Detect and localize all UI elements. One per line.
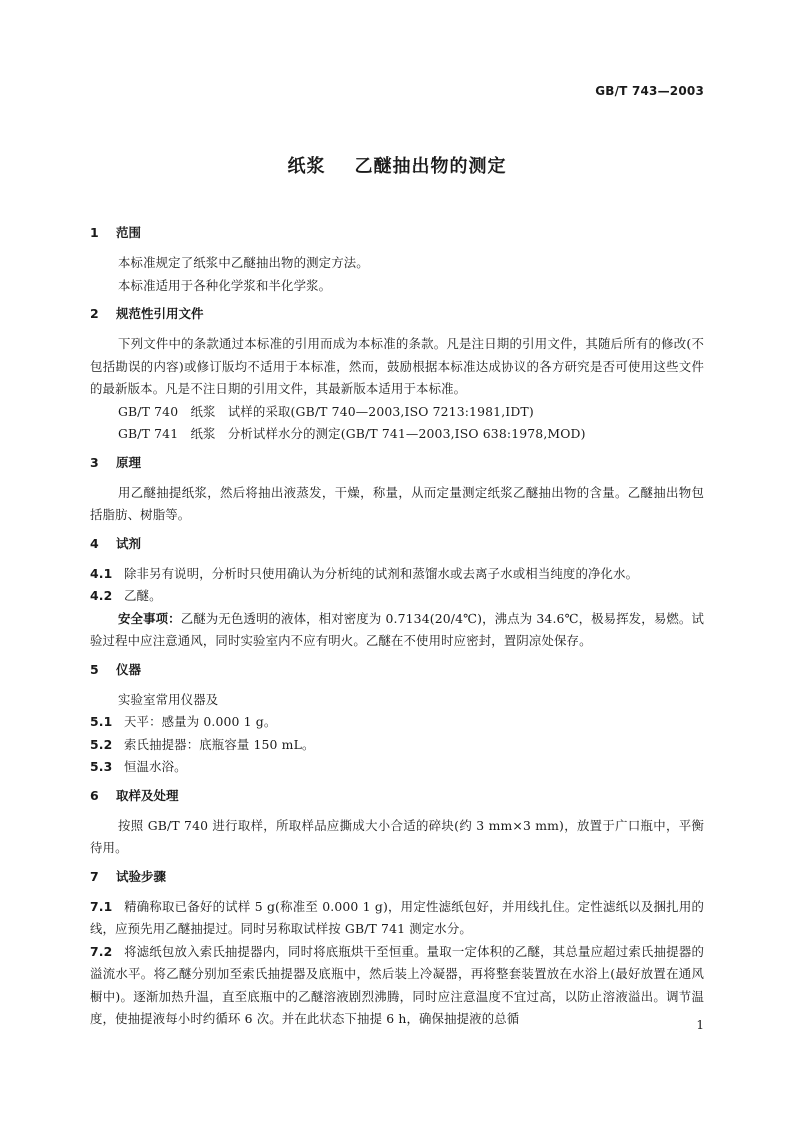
section-apparatus [90, 659, 704, 779]
body-line: 本标准规定了纸浆中乙醚抽出物的测定方法。 [118, 255, 369, 270]
section-scope [90, 222, 704, 297]
body-paragraph: 用乙醚抽提纸浆，然后将抽出液蒸发，干燥，称量，从而定量测定纸浆乙醚抽出物的含量。乙醚抽出物包括脂肪、树脂等。 [90, 484, 704, 522]
section-reagents [90, 533, 704, 653]
section-heading: 4 试剂 [90, 535, 142, 551]
section-heading: 2 规范性引用文件 [90, 306, 204, 321]
body-line: 本标准适用于各种化学浆和半化学浆。 [118, 277, 332, 293]
clause-5-2: 5.2 索氏抽提器：底瓶容量 150 mL。 [90, 736, 315, 752]
reference-item: GB/T 741 纸浆 分析试样水分的测定(GB/T 741—2003,ISO 638:1978,MOD) [118, 426, 586, 441]
body-paragraph: 按照 GB/T 740 进行取样，所取样品应撕成大小合适的碎块(约 3 mm×3 mm)，放置于广口瓶中，平衡待用。 [90, 817, 704, 855]
safety-note: 安全事项：乙醚为无色透明的液体，相对密度为 0.7134(20/4℃)，沸点为 34.6℃，极易挥发，易燃。试验过程中应注意通风，同时实验室内不应有明火。乙醚在不使用时应密封，置阴凉处保存。 [90, 610, 704, 648]
clause-7-1: 7.1 精确称取已备好的试样 5 g(称准至 0.000 1 g)，用定性滤纸包好，并用线扎住。定性滤纸以及捆扎用的线，应预先用乙醚抽提过。同时另称取试样按 GB/T 741 测定水分。 [90, 898, 704, 936]
page-number: 1 [696, 1018, 704, 1032]
body-line: 实验室常用仪器及 [118, 691, 219, 707]
clause-7-2: 7.2 将滤纸包放入索氏抽提器内，同时将底瓶烘干至恒重。量取一定体积的乙醚，其总量应超过索氏抽提器的溢流水平。将乙醚分别加至索氏抽提器及底瓶中，然后装上冷凝器，再将整套装置放在水浴上(最好放置在通风橱中)。逐渐加热升温，直至底瓶中的乙醚溶液剧烈沸腾，同时应注意温度不宜过高，以防止溶液溢出。调节温度，使抽提液每小时约循环 6 次。并在此状态下抽提 6 h，确保抽提液的总循 [90, 943, 704, 1026]
clause-4-2: 4.2 乙醚。 [90, 588, 162, 603]
section-heading: 6 取样及处理 [90, 787, 179, 803]
section-heading: 5 仪器 [90, 661, 142, 677]
standard-number: GB/T 743—2003 [595, 84, 704, 98]
reference-item: GB/T 740 纸浆 试样的采取(GB/T 740—2003,ISO 7213:1981,IDT) [118, 403, 534, 419]
clause-5-1: 5.1 天平：感量为 0.000 1 g。 [90, 714, 277, 729]
clause-4-1: 4.1 除非另有说明，分析时只使用确认为分析纯的试剂和蒸馏水或去离子水或相当纯度的净化水。 [90, 565, 639, 581]
document-title: 纸浆 乙醚抽出物的测定 [287, 156, 507, 177]
section-sampling [90, 785, 704, 860]
section-heading: 1 范围 [90, 225, 142, 240]
clause-5-3: 5.3 恒温水浴。 [90, 759, 187, 774]
section-heading: 3 原理 [90, 454, 142, 470]
document-body [90, 216, 704, 1037]
section-normative-references [90, 303, 704, 446]
section-heading: 7 试验步骤 [90, 868, 167, 884]
section-procedure [90, 866, 704, 1031]
section-principle [90, 452, 704, 527]
body-paragraph: 下列文件中的条款通过本标准的引用而成为本标准的条款。凡是注日期的引用文件，其随后所有的修改(不包括勘误的内容)或修订版均不适用于本标准，然而，鼓励根据本标准达成协议的各方研究是否可使用这些文件的最新版本。凡是不注日期的引用文件，其最新版本适用于本标准。 [90, 336, 704, 396]
